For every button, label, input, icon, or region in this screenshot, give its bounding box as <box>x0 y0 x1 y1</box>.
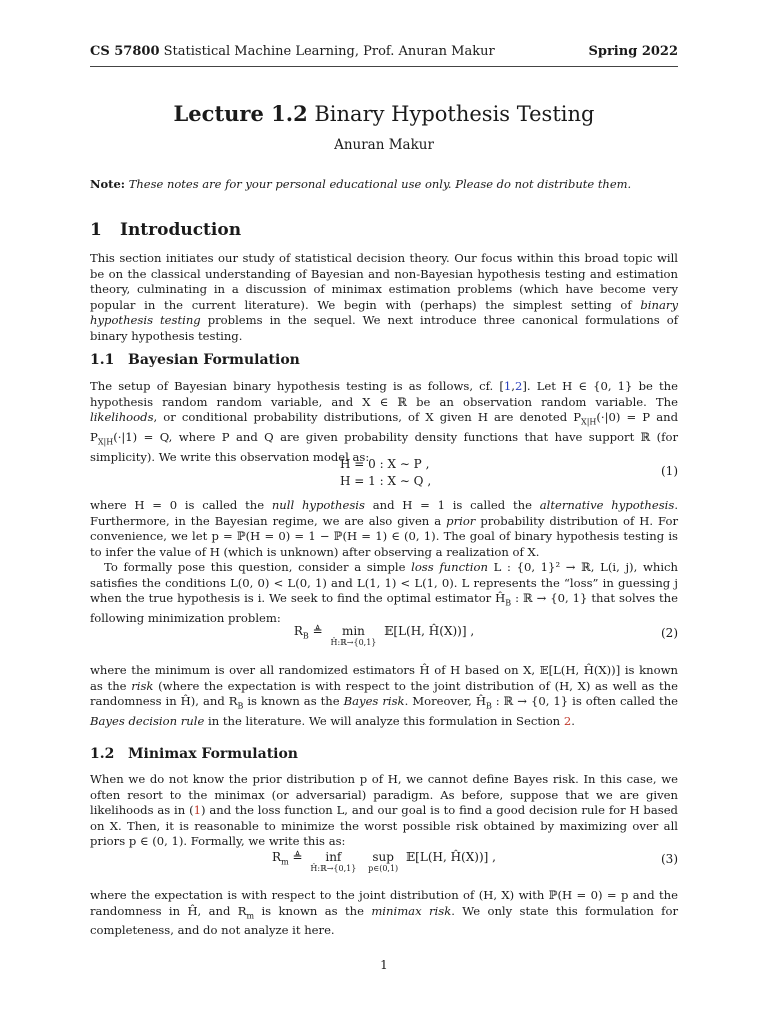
term-label: Spring 2022 <box>588 44 678 59</box>
course-code: CS 57800 <box>90 44 160 59</box>
running-header <box>90 44 678 64</box>
equation-body: $R_m$ ≜ inf Ĥ:ℝ→{0,1} sup p∈(0,1) 𝔼[L(H, Ĥ(X))] , <box>272 850 496 873</box>
equation-1 <box>90 456 678 492</box>
minimax-paragraph: When we do not know the prior distribution p of H, we cannot define Bayes risk. In this case, we often resort to the minimax (or adversarial) paradigm. As before, suppose that we are given likelihoods as in (1) and the loss function L, and our goal is to find a good decision rule for H based on X. Then, it is reasonable to minimize the worst possible risk obtained by maximizing over all priors p ∈ (0, 1). Formally, we write this as: <box>90 772 678 848</box>
header-course <box>90 44 495 59</box>
page-number: 1 <box>380 958 388 972</box>
section-reference-link[interactable]: 2 <box>563 713 572 728</box>
citation-link[interactable]: 1 <box>503 379 512 393</box>
subsection-heading-bayesian <box>90 352 300 368</box>
subsection-title: Bayesian Formulation <box>128 352 300 368</box>
citation-link[interactable]: 2 <box>514 379 523 393</box>
lecture-title <box>90 101 678 126</box>
section-heading-introduction <box>90 220 241 240</box>
author-name: Anuran Makur <box>334 137 434 153</box>
equation-number: (3) <box>661 852 678 866</box>
subsection-number: 1.2 <box>90 746 115 762</box>
subsection-title: Minimax Formulation <box>128 746 298 762</box>
subsection-heading-minimax <box>90 746 298 762</box>
minimax-risk-paragraph: where the expectation is with respect to the joint distribution of (H, X) with ℙ(H = 0) = p and the randomness in Ĥ, and $R_m$ is known as the minimax risk. We only state this formulation for completeness, and do not analyze it here. <box>90 888 678 938</box>
bayes-risk-paragraph: where the minimum is over all randomized estimators Ĥ of H based on X, 𝔼[L(H, Ĥ(X))] is known as the risk (where the expectation is with respect to the joint distribution of (H, X) as well as the randomness in Ĥ), and $R_B$ is known as the Bayes risk. Moreover, $Ĥ_B$ : ℝ → {0, 1} is often called the Bayes decision rule in the literature. We will analyze this formulation in Section 2. <box>90 663 679 728</box>
note-text: These notes are for your personal educational use only. Please do not distribute them. <box>128 177 632 191</box>
equation-line: H = 1 : X ∼ Q , <box>340 474 432 488</box>
lecture-topic: Binary Hypothesis Testing <box>314 102 595 126</box>
header-rule <box>90 66 678 67</box>
subsection-number: 1.1 <box>90 352 115 368</box>
equation-number: (1) <box>661 464 678 478</box>
equation-reference-link[interactable]: 1 <box>193 803 201 817</box>
equation-number: (2) <box>661 626 678 640</box>
equation-body: $R_B$ ≜ min Ĥ:ℝ→{0,1} 𝔼[L(H, Ĥ(X))] , <box>293 624 475 647</box>
section-number: 1 <box>90 220 102 240</box>
bayesian-setup-paragraph: The setup of Bayesian binary hypothesis testing is as follows, cf. [1,2]. Let H ∈ {0, 1} be the hypothesis random random variable, and X ∈ ℝ be an observation random variable. The likelihoods, or conditional probability distributions, of X given H are denoted $P_{X|H}(\cdot|0) = P$ and $P_{X|H}(\cdot|1) = Q$, where P and Q are given probability density functions that have support ℝ (for simplicity). We write this observation model as: <box>90 379 678 464</box>
section-title: Introduction <box>120 220 242 240</box>
hypothesis-definition-paragraph: where H = 0 is called the null hypothesis and H = 1 is called the alternative hypothesis. Furthermore, in the Bayesian regime, we are also given a prior probability distribution of H. For convenience, we let p = ℙ(H = 0) = 1 − ℙ(H = 1) ∈ (0, 1). The goal of binary hypothesis testing is to infer the value of H (which is unknown) after observing a realization of X. <box>90 498 678 559</box>
equation-line: H = 0 : X ∼ P , <box>340 457 430 471</box>
note-label: Note: <box>90 177 126 191</box>
course-description: Statistical Machine Learning, Prof. Anuran Makur <box>163 44 495 59</box>
equation-2 <box>90 624 678 654</box>
loss-function-paragraph: To formally pose this question, consider a simple loss function L : {0, 1}² → ℝ, L(i, j), which satisfies the conditions L(0, 0) < L(0, 1) and L(1, 1) < L(1, 0). L represents the “loss” in guessing j when the true hypothesis is i. We seek to find the optimal estimator $Ĥ_B$ : ℝ → {0, 1} that solves the following minimization problem: <box>90 560 678 625</box>
distribution-note <box>90 177 678 191</box>
intro-paragraph: This section initiates our study of statistical decision theory. Our focus within this broad topic will be on the classical understanding of Bayesian and non-Bayesian hypothesis testing and estimation theory, culminating in a discussion of minimax estimation problems (which have become very popular in the current literature). We begin with (perhaps) the simplest setting of binary hypothesis testing problems in the sequel. We next introduce three canonical formulations of binary hypothesis testing. <box>90 251 678 343</box>
equation-3 <box>90 850 678 882</box>
lecture-number: Lecture 1.2 <box>173 101 308 126</box>
